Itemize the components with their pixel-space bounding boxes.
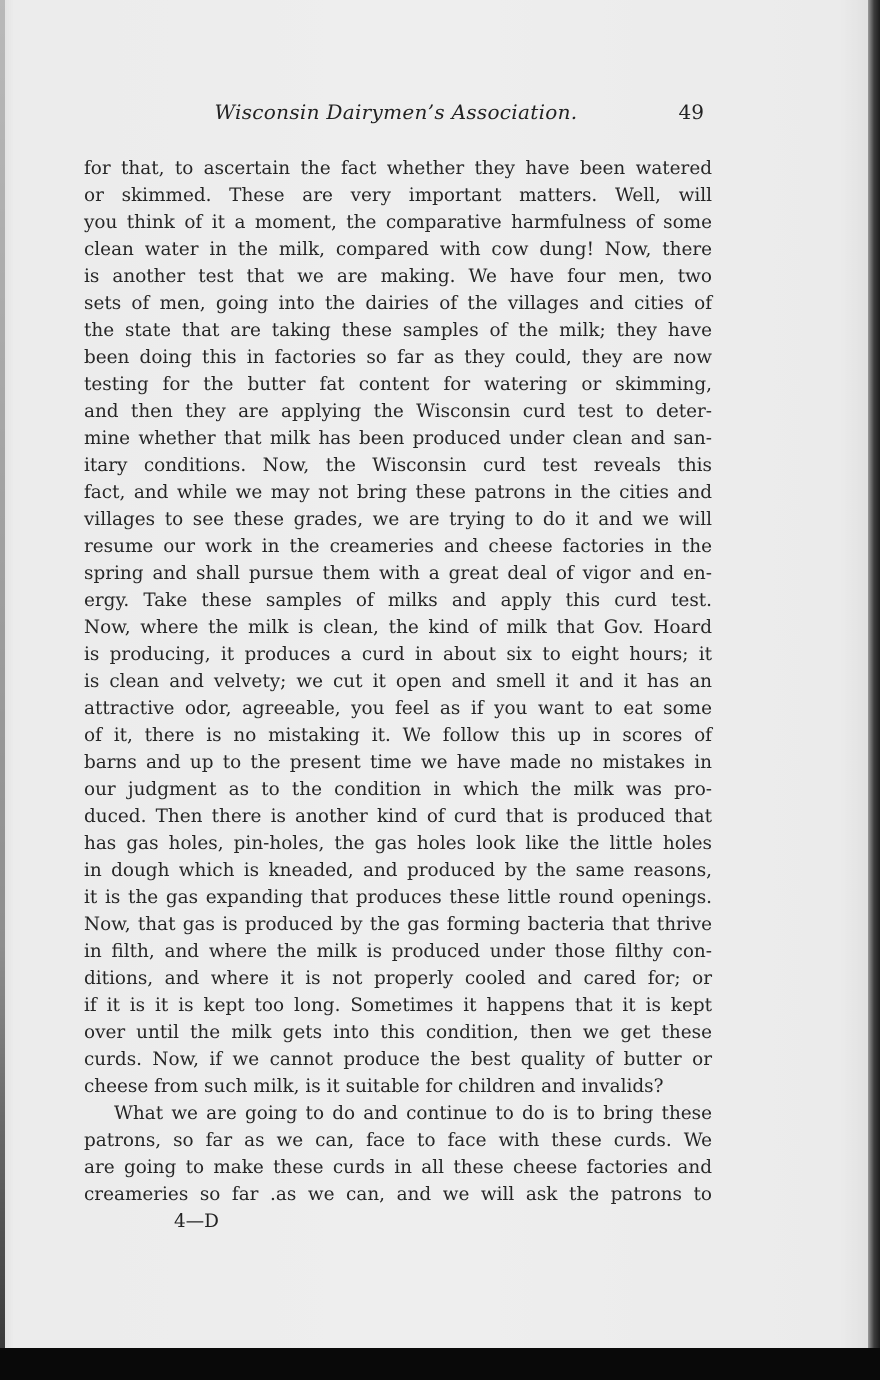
running-title: Wisconsin Dairymen’s Association. <box>214 100 578 124</box>
text-line: attractive odor, agreeable, you feel as if you want to eat some <box>84 698 712 719</box>
text-line: What we are going to do and continue to do is to bring these <box>114 1103 712 1124</box>
text-line: over until the milk gets into this condition, then we get these <box>84 1022 712 1043</box>
text-line: and then they are applying the Wisconsin curd test to deter- <box>84 401 712 422</box>
text-line: sets of men, going into the dairies of the villages and cities of <box>84 293 712 314</box>
text-line: ergy. Take these samples of milks and apply this curd test. <box>84 590 712 611</box>
text-line: Now, that gas is produced by the gas forming bacteria that thrive <box>84 914 712 935</box>
text-line: been doing this in factories so far as they could, they are now <box>84 347 712 368</box>
signature-mark: 4—D <box>174 1211 219 1232</box>
text-line: our judgment as to the condition in which the milk was pro- <box>84 779 712 800</box>
text-line: the state that are taking these samples of the milk; they have <box>84 320 712 341</box>
text-line: fact, and while we may not bring these patrons in the cities and <box>84 482 712 503</box>
text-line: has gas holes, pin-holes, the gas holes look like the little holes <box>84 833 712 854</box>
text-line: for that, to ascertain the fact whether they have been watered <box>84 158 712 179</box>
text-line: of it, there is no mistaking it. We follow this up in scores of <box>84 725 712 746</box>
text-line: clean water in the milk, compared with cow dung! Now, there <box>84 239 712 260</box>
text-line: is clean and velvety; we cut it open and smell it and it has an <box>84 671 712 692</box>
text-line: spring and shall pursue them with a great deal of vigor and en- <box>84 563 712 584</box>
text-line: cheese from such milk, is it suitable for children and invalids? <box>84 1076 664 1097</box>
text-line: you think of it a moment, the comparative harmfulness of some <box>84 212 712 233</box>
text-line: in filth, and where the milk is produced under those filthy con- <box>84 941 712 962</box>
text-line: if it is it is kept too long. Sometimes it happens that it is kept <box>84 995 712 1016</box>
text-line: curds. Now, if we cannot produce the best quality of butter or <box>84 1049 712 1070</box>
text-line: is another test that we are making. We have four men, two <box>84 266 712 287</box>
text-line: ditions, and where it is not properly cooled and cared for; or <box>84 968 712 989</box>
text-line: Now, where the milk is clean, the kind of milk that Gov. Hoard <box>84 617 712 638</box>
text-line: or skimmed. These are very important matters. Well, will <box>84 185 712 206</box>
text-line: testing for the butter fat content for watering or skimming, <box>84 374 712 395</box>
page-edge-shadow <box>868 0 880 1350</box>
text-line: in dough which is kneaded, and produced by the same reasons, <box>84 860 712 881</box>
text-line: creameries so far .as we can, and we will ask the patrons to <box>84 1184 712 1205</box>
text-line: it is the gas expanding that produces these little round openings. <box>84 887 712 908</box>
page-spine-shadow <box>0 0 5 1350</box>
text-line: barns and up to the present time we have made no mistakes in <box>84 752 712 773</box>
text-line: is producing, it produces a curd in about six to eight hours; it <box>84 644 712 665</box>
text-line: mine whether that milk has been produced under clean and san- <box>84 428 712 449</box>
text-line: are going to make these curds in all these cheese factories and <box>84 1157 712 1178</box>
page-number: 49 <box>678 100 704 124</box>
text-line: resume our work in the creameries and cheese factories in the <box>84 536 712 557</box>
text-line: villages to see these grades, we are trying to do it and we will <box>84 509 712 530</box>
scan-bottom-border <box>0 1348 880 1380</box>
running-head <box>84 100 708 130</box>
body-text <box>84 155 712 1208</box>
text-line: itary conditions. Now, the Wisconsin curd test reveals this <box>84 455 712 476</box>
text-line: duced. Then there is another kind of curd that is produced that <box>84 806 712 827</box>
text-line: patrons, so far as we can, face to face with these curds. We <box>84 1130 712 1151</box>
